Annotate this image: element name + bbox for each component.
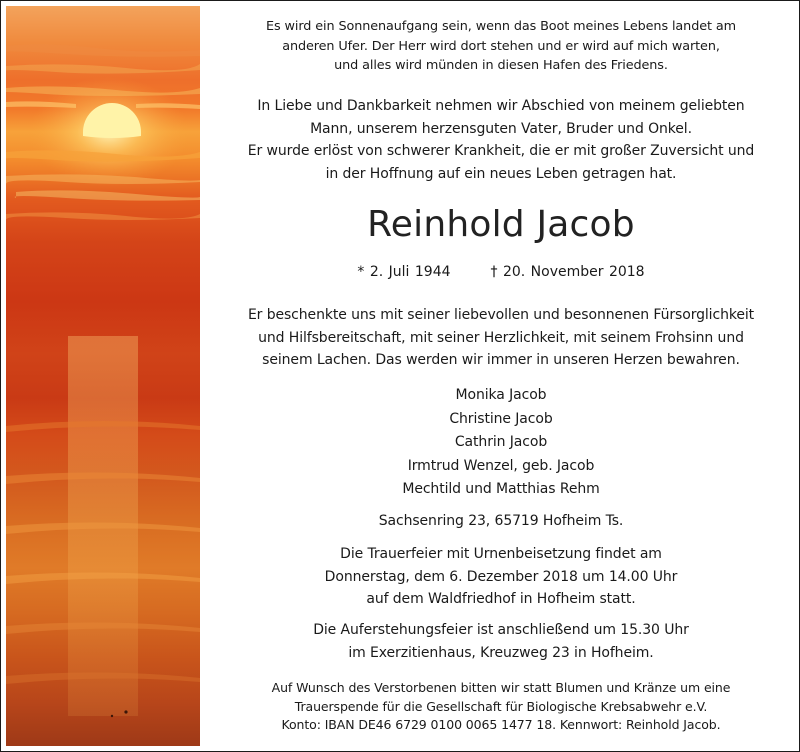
family-list — [203, 384, 799, 502]
water-reflections — [6, 336, 200, 716]
poem-line: Es wird ein Sonnenaufgang sein, wenn das Boot meines Lebens landet am — [266, 19, 736, 34]
family-member: Christine Jacob — [449, 410, 553, 427]
intro-line: Er wurde erlöst von schwerer Krankheit, die er mit großer Zuversicht und — [247, 143, 755, 159]
donation-line: Konto: IBAN DE46 6729 0100 0065 1477 18. Kennwort: Reinhold Jacob. — [281, 717, 721, 732]
intro-line: in der Hoffnung auf ein neues Leben getragen hat. — [325, 165, 677, 182]
funeral-line: Die Trauerfeier mit Urnenbeisetzung findet am — [340, 546, 662, 562]
funeral-line: Donnerstag, dem 6. Dezember 2018 um 14.00 Uhr — [324, 568, 678, 585]
sunset-photo — [6, 6, 200, 746]
family-member: Cathrin Jacob — [454, 434, 548, 450]
notice-text — [203, 1, 799, 751]
intro-line: Mann, unserem herzensguten Vater, Bruder und Onkel. — [310, 120, 692, 137]
sunset-illustration — [6, 6, 200, 746]
death-date: † 20. November 2018 — [490, 264, 645, 280]
tribute-line: und Hilfsbereitschaft, mit seiner Herzlichkeit, mit seinem Frohsinn und — [258, 329, 744, 346]
resurrection-line: Die Auferstehungsfeier ist anschließend um 15.30 Uhr — [313, 622, 689, 638]
donation-request — [203, 679, 799, 735]
deceased-name: Reinhold Jacob — [367, 204, 635, 245]
funeral-details — [203, 543, 799, 611]
family-address: Sachsenring 23, 65719 Hofheim Ts. — [378, 513, 624, 529]
resurrection-service — [203, 619, 799, 664]
tribute-line: Er beschenkte uns mit seiner liebevollen und besonnenen Fürsorglichkeit — [247, 307, 755, 323]
intro-line: In Liebe und Dankbarkeit nehmen wir Abschied von meinem geliebten — [257, 98, 745, 114]
funeral-line: auf dem Waldfriedhof in Hofheim statt. — [366, 591, 636, 607]
tribute-text — [203, 304, 799, 372]
family-member: Irmtrud Wenzel, geb. Jacob — [407, 457, 595, 474]
donation-line: Auf Wunsch des Verstorbenen bitten wir statt Blumen und Kränze um eine — [271, 680, 731, 695]
resurrection-line: im Exerzitienhaus, Kreuzweg 23 in Hofheim. — [348, 644, 654, 661]
birth-date: * 2. Juli 1944 — [357, 264, 451, 280]
poem-line: anderen Ufer. Der Herr wird dort stehen und er wird auf mich warten, — [282, 38, 720, 54]
family-member: Mechtild und Matthias Rehm — [402, 481, 600, 497]
family-member: Monika Jacob — [455, 387, 547, 403]
boat-dot — [124, 710, 127, 713]
donation-line: Trauerspende für die Gesellschaft für Biologische Krebsabwehr e.V. — [294, 698, 708, 714]
boat-dot — [111, 715, 113, 717]
poem-line: und alles wird münden in diesen Hafen des Friedens. — [334, 58, 668, 73]
tribute-line: seinem Lachen. Das werden wir immer in unseren Herzen bewahren. — [262, 352, 740, 368]
life-dates — [203, 262, 799, 282]
farewell-intro — [203, 95, 799, 185]
poem-verse — [203, 17, 799, 76]
